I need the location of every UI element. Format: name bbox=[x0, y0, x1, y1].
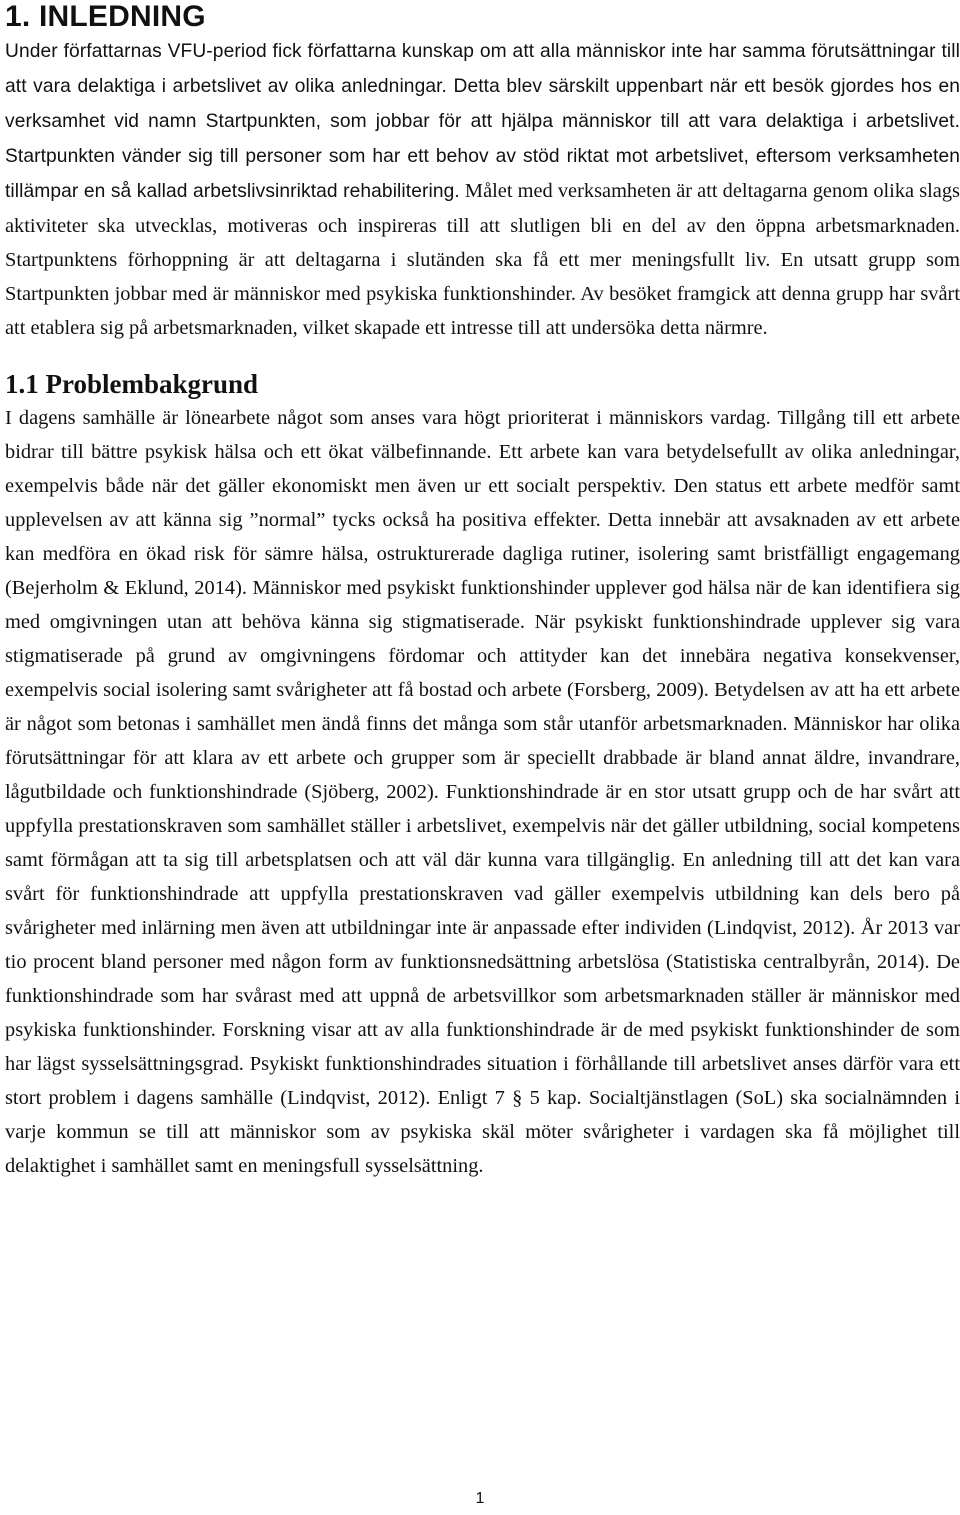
intro-text-part-3: Målet med verksamheten är att deltagarna genom olika slags aktiviteter ska utvecklas, motiveras och inspireras till att slutligen bli en del av den öppna arbetsmarknaden. Startpunktens förhoppning är att deltagarna i slutänden ska få ett mer meningsfullt liv. En utsatt grupp som Startpunkten jobbar med är människor med psykiska funktionshinder. Av besöket framgick att denna grupp har svårt att etablera sig på arbetsmarknaden, vilket skapade ett intresse till att undersöka detta närmre. bbox=[5, 180, 960, 339]
background-paragraph: I dagens samhälle är lönearbete något som anses vara högt prioriterat i människors vardag. Tillgång till ett arbete bidrar till bättre psykisk hälsa och ett ökat välbefinnande. Ett arbete kan vara betydelsefullt av olika anledningar, exempelvis både när det gäller ekonomiskt men även ur ett socialt perspektiv. Den status ett arbete medför samt upplevelsen av att känna sig ”normal” tycks också ha positiva effekter. Detta innebär att avsaknaden av ett arbete kan medföra en ökad risk för sämre hälsa, ostrukturerade dagliga rutiner, isolering samt bristfälligt engagemang (Bejerholm & Eklund, 2014). Människor med psykiskt funktionshinder upplever god hälsa när de kan identifiera sig med omgivningen utan att behöva känna sig stigmatiserade. När psykiskt funktionshindrade upplever sig vara stigmatiserade på grund av omgivningens fördomar och attityder kan det innebära negativa konsekvenser, exempelvis social isolering samt svårigheter att få bostad och arbete (Forsberg, 2009). Betydelsen av att ha ett arbete är något som betonas i samhället men ändå finns det många som står utanför arbetsmarknaden. Människor har olika förutsättningar för att klara av ett arbete och grupper som är speciellt drabbade är bland annat äldre, invandrare, lågutbildade och funktionshindrade (Sjöberg, 2002). Funktionshindrade är en stor utsatt grupp och de har svårt att uppfylla prestationskraven som samhället ställer i arbetslivet, exempelvis när det gäller utbildning, social kompetens samt förmågan att ta sig till arbetsplatsen och att väl där kunna vara tillgänglig. En anledning till att det kan vara svårt för funktionshindrade att uppfylla prestationskraven vad gäller exempelvis utbildning kan dels bero på svårigheter med inlärning men även att utbildningar inte är anpassade efter individen (Lindqvist, 2012). År 2013 var tio procent bland personer med någon form av funktionsnedsättning arbetslösa (Statistiska centralbyrån, 2014). De funktionshindrade som har svårast med att uppnå de arbetsvillkor som arbetsmarknaden ställer är människor med psykiska funktionshinder. Forskning visar att av alla funktionshindrade är de med psykiskt funktionshinder de som har lägst sysselsättningsgrad. Psykiskt funktionshindrades situation i förhållande till arbetslivet anses därför vara ett stort problem i dagens samhälle (Lindqvist, 2012). Enligt 7 § 5 kap. Socialtjänstlagen (SoL) ska socialnämnden i varje kommun se till att människor som av psykiska skäl möter svårigheter i vardagen ska få möjlighet till delaktighet i samhället samt en meningsfull sysselsättning. bbox=[5, 407, 960, 1177]
intro-paragraph bbox=[5, 34, 960, 345]
section-heading-problembakgrund: 1.1 Problembakgrund bbox=[5, 369, 259, 399]
section-heading-inledning: 1. INLEDNING bbox=[5, 0, 206, 33]
document-page bbox=[5, 0, 960, 1183]
intro-text-part-1: Under författarnas VFU-period fick författarna kunskap om att alla människor inte har samma förutsättningar till att vara delaktiga i arbetslivet av olika anledningar. Detta blev särskilt uppenbart när ett besök gjordes hos en verksamhet vid namn Startpunkten, som jobbar för att hjälpa människor till att vara delaktiga i arbetslivet. bbox=[5, 41, 960, 132]
page-number: 1 bbox=[475, 1490, 485, 1507]
intro-text-part-2: Startpunkten vänder sig till personer som har ett behov av stöd riktat mot arbetslivet, eftersom verksamheten tillämpar en så kallad arbetslivsinriktad rehabilitering. bbox=[5, 146, 960, 202]
